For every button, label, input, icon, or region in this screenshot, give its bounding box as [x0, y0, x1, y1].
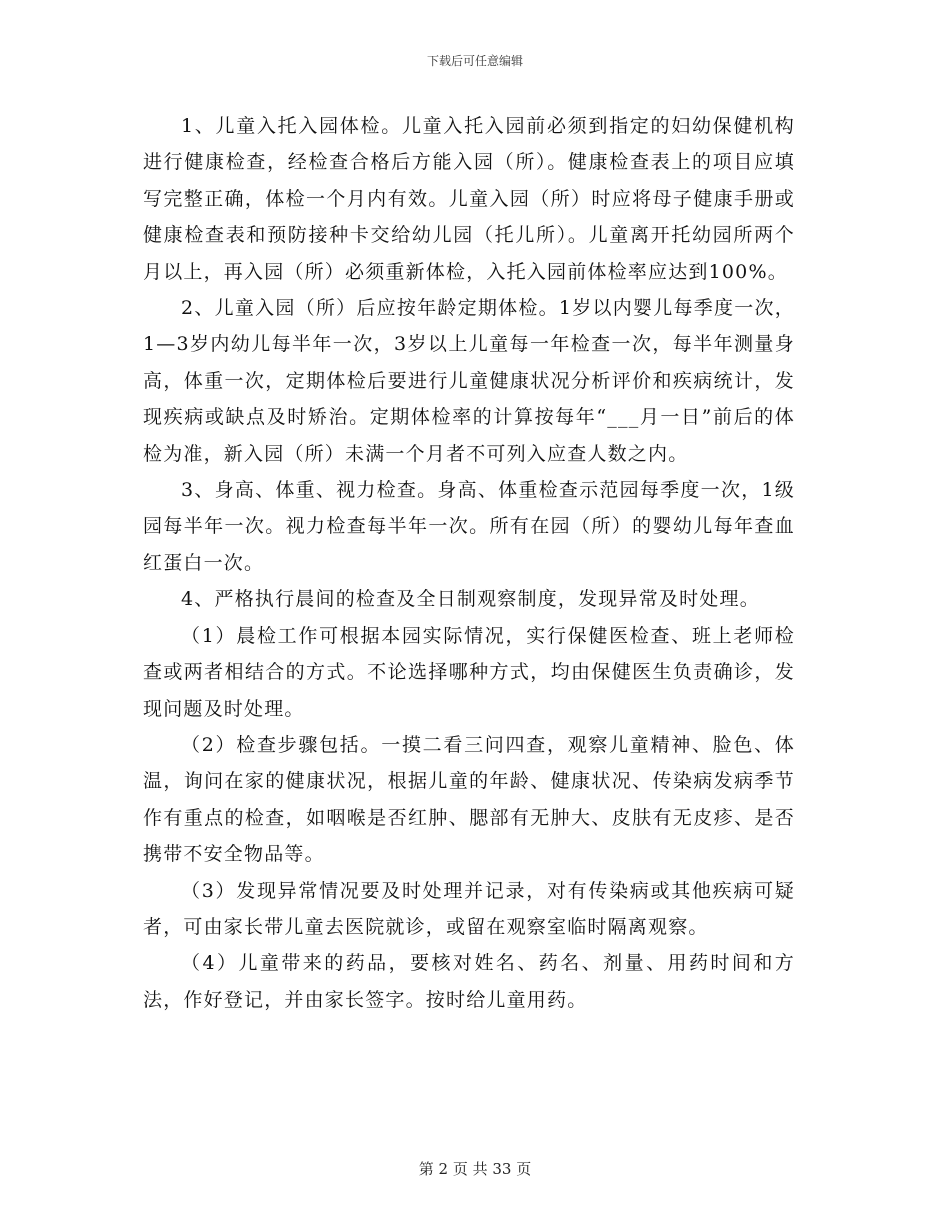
paragraph-2: 2、儿童入园（所）后应按年龄定期体检。1岁以内婴儿每季度一次，1—3岁内幼儿每半年一次，3岁以上儿童每一年检查一次，每半年测量身高，体重一次，定期体检后要进行儿童健康状况分析评价和疾病统计，发现疾病或缺点及时矫治。定期体检率的计算按每年“___月一日”前后的体检为准，新入园（所）未满一个月者不可列入应查人数之内。: [143, 297, 795, 465]
paragraph-4-1: （1）晨检工作可根据本园实际情况，实行保健医检查、班上老师检查或两者相结合的方式。不论选择哪种方式，均由保健医生负责确诊，发现问题及时处理。: [143, 624, 795, 720]
paragraph-4: 4、严格执行晨间的检查及全日制观察制度，发现异常及时处理。: [181, 588, 760, 611]
paragraph-4-3: （3）发现异常情况要及时处理并记录，对有传染病或其他疾病可疑者，可由家长带儿童去医院就诊，或留在观察室临时隔离观察。: [143, 879, 795, 938]
paragraph-1: 1、儿童入托入园体检。儿童入托入园前必须到指定的妇幼保健机构进行健康检查，经检查合格后方能入园（所）。健康检查表上的项目应填写完整正确，体检一个月内有效。儿童入园（所）时应将母子健康手册或健康检查表和预防接种卡交给幼儿园（托儿所）。儿童离开托幼园所两个月以上，再入园（所）必须重新体检，入托入园前体检率应达到100%。: [143, 115, 795, 283]
paragraph-4-2: （2）检查步骤包括。一摸二看三问四查，观察儿童精神、脸色、体温，询问在家的健康状况，根据儿童的年龄、健康状况、传染病发病季节作有重点的检查，如咽喉是否红肿、腮部有无肿大、皮肤有无皮疹、是否携带不安全物品等。: [143, 733, 795, 866]
document-body: [143, 108, 795, 1018]
page-footer: 第 2 页 共 33 页: [418, 1160, 532, 1178]
page-header: 下载后可任意编辑: [426, 54, 523, 68]
paragraph-3: 3、身高、体重、视力检查。身高、体重检查示范园每季度一次，1级园每半年一次。视力检查每半年一次。所有在园（所）的婴幼儿每年查血红蛋白一次。: [143, 479, 795, 574]
paragraph-4-4: （4）儿童带来的药品，要核对姓名、药名、剂量、用药时间和方法，作好登记，并由家长签字。按时给儿童用药。: [143, 952, 795, 1011]
